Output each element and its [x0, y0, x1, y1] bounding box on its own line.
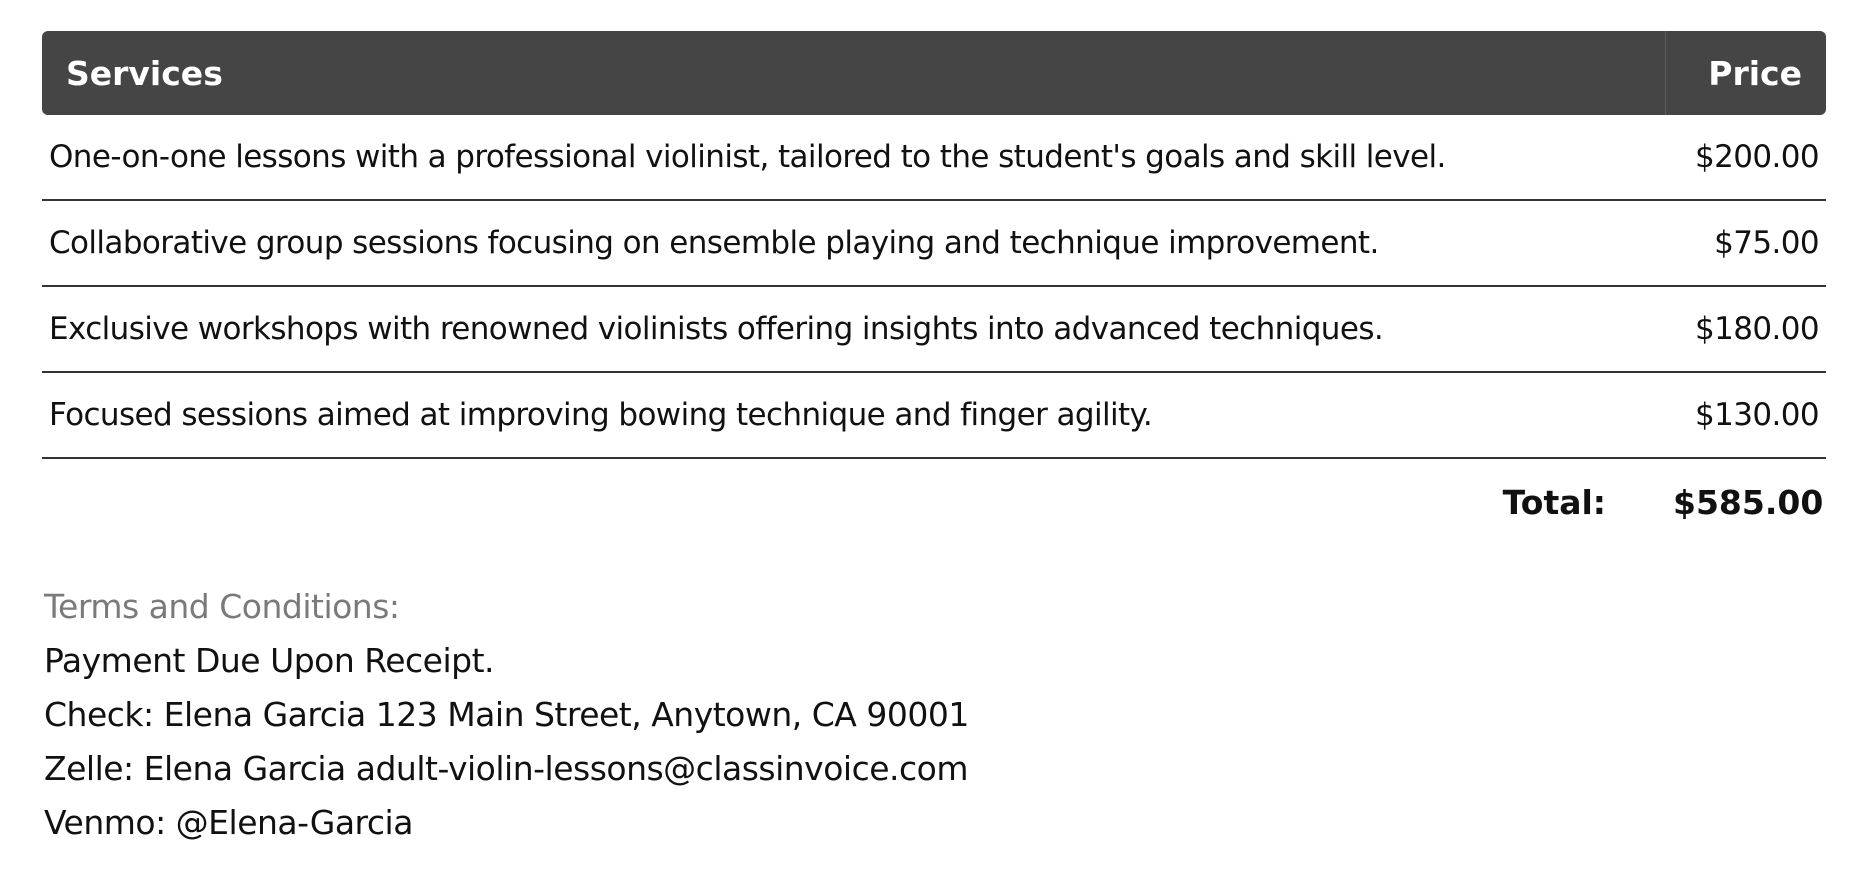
terms-section [44, 580, 969, 850]
terms-title: Terms and Conditions: [44, 587, 400, 626]
service-price: $200.00 [1666, 115, 1826, 201]
total-row [42, 459, 1826, 545]
services-table-header [42, 31, 1826, 115]
table-row [42, 373, 1826, 459]
services-column-header: Services [42, 31, 1666, 115]
services-table [42, 31, 1826, 545]
table-row [42, 115, 1826, 201]
service-price: $130.00 [1666, 373, 1826, 459]
price-column-header: Price [1666, 31, 1826, 115]
terms-payment-due: Payment Due Upon Receipt. [44, 641, 495, 680]
table-row [42, 201, 1826, 287]
total-amount: $585.00 [1673, 482, 1824, 522]
service-description: One-on-one lessons with a professional violinist, tailored to the student's goals and skill level. [42, 115, 1666, 201]
table-row [42, 287, 1826, 373]
service-price: $180.00 [1666, 287, 1826, 373]
service-description: Collaborative group sessions focusing on ensemble playing and technique improvement. [42, 201, 1666, 287]
terms-venmo-info: Venmo: @Elena-Garcia [44, 803, 413, 842]
services-table-footer [42, 459, 1826, 545]
invoice-services-section [42, 31, 1826, 545]
service-price: $75.00 [1666, 201, 1826, 287]
terms-check-info: Check: Elena Garcia 123 Main Street, Anytown, CA 90001 [44, 695, 969, 734]
total-label: Total: [1502, 482, 1606, 522]
service-description: Exclusive workshops with renowned violinists offering insights into advanced techniques. [42, 287, 1666, 373]
services-table-body [42, 115, 1826, 459]
service-description: Focused sessions aimed at improving bowing technique and finger agility. [42, 373, 1666, 459]
terms-zelle-info: Zelle: Elena Garcia adult-violin-lessons@classinvoice.com [44, 749, 968, 788]
